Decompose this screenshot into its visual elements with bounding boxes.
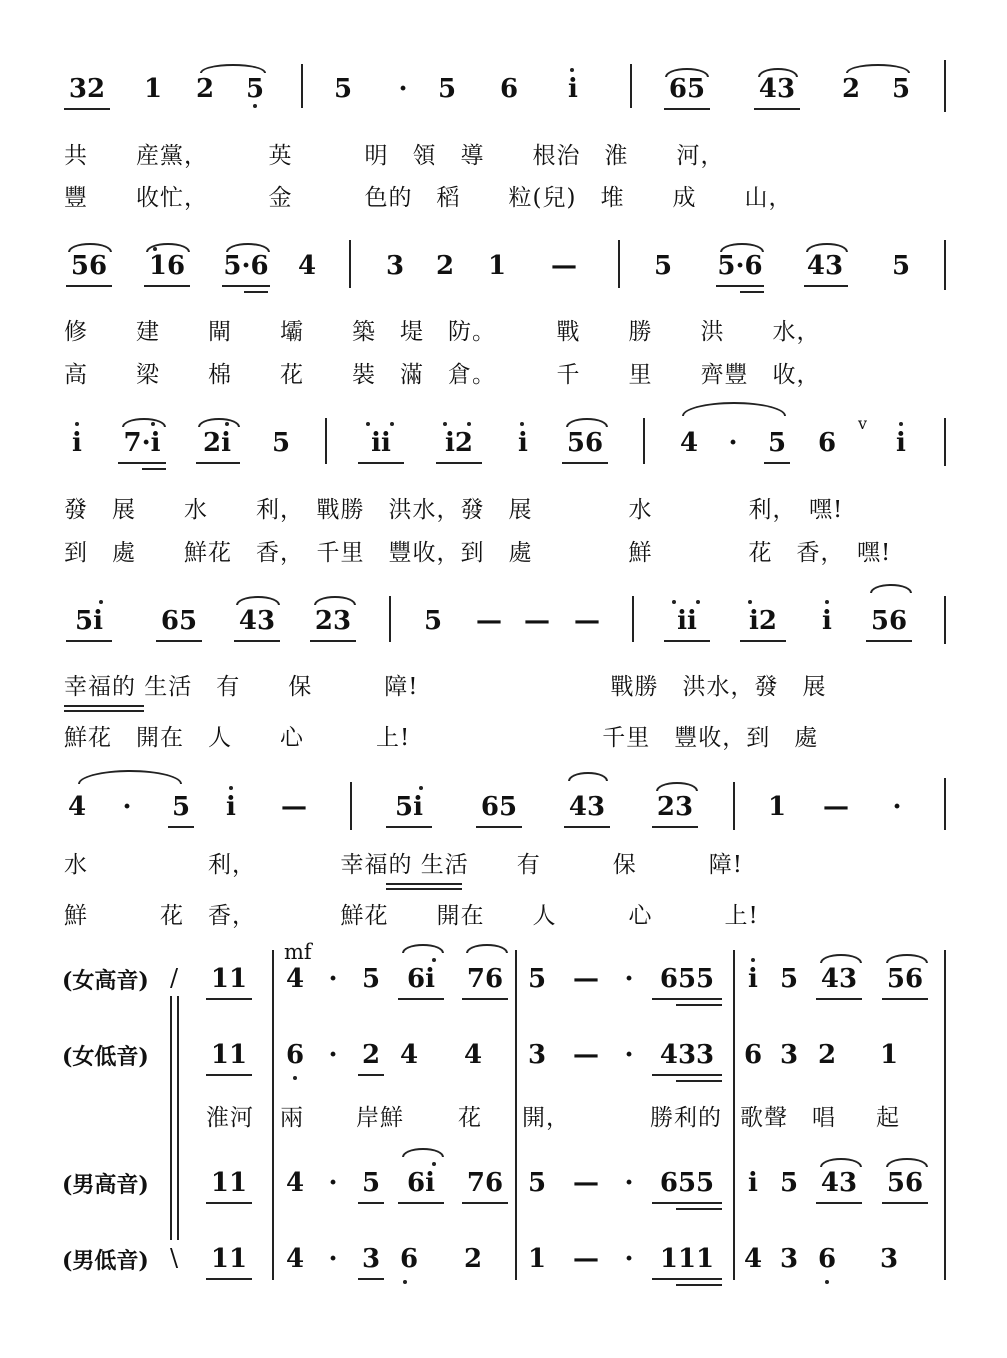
note: · bbox=[328, 964, 338, 994]
lyric-word: 起 bbox=[876, 1105, 900, 1131]
note: 2 bbox=[817, 1040, 837, 1070]
note: · bbox=[328, 1168, 338, 1198]
lyric-verse-1: 共 産黨， 英 明 領 導 根治 淮 河， bbox=[64, 143, 725, 169]
note: i bbox=[226, 792, 236, 822]
barline bbox=[301, 64, 303, 108]
note: 43 bbox=[820, 1168, 858, 1198]
lyric-verse-1: 幸福的 生活 有 保 障! 戰勝 洪水，發 展 bbox=[64, 674, 827, 700]
part-name-bass: (男低音) bbox=[62, 1248, 149, 1274]
note: 6 bbox=[743, 1040, 763, 1070]
lyric-word: 開， bbox=[522, 1105, 570, 1131]
lyric-verse-2: 高 梁 棉 花 裝 滿 倉。 千 里 齊豐 收， bbox=[64, 362, 821, 388]
note: 43 bbox=[820, 964, 858, 994]
note: 4 bbox=[743, 1244, 763, 1274]
note: 2i bbox=[203, 428, 231, 458]
note: 5 bbox=[653, 251, 673, 281]
note: 4 bbox=[463, 1040, 483, 1070]
barline bbox=[733, 782, 735, 830]
note: i bbox=[896, 428, 906, 458]
note: i bbox=[748, 964, 758, 994]
barline bbox=[389, 596, 391, 642]
note: 5·6 bbox=[717, 251, 763, 281]
note: ii bbox=[677, 606, 697, 636]
note: 5 bbox=[423, 606, 443, 636]
barline bbox=[272, 950, 274, 1280]
lyric-verse-2: 到 處 鮮花 香， 千里 豐收，到 處 鮮 花 香， 嘿! bbox=[64, 540, 892, 566]
barline bbox=[618, 240, 620, 288]
note: 655 bbox=[659, 964, 715, 994]
note: 2 bbox=[361, 1040, 381, 1070]
note: 56 bbox=[70, 251, 108, 281]
note: 43 bbox=[568, 792, 606, 822]
note: 111 bbox=[659, 1244, 715, 1274]
note: 32 bbox=[68, 74, 106, 104]
note: 76 bbox=[466, 1168, 504, 1198]
note: · bbox=[122, 792, 132, 822]
note: i2 bbox=[445, 428, 473, 458]
note: — bbox=[574, 606, 600, 636]
barline bbox=[944, 240, 946, 290]
note: 5 bbox=[361, 1168, 381, 1198]
note: 6 bbox=[399, 1244, 419, 1274]
barline bbox=[944, 418, 946, 466]
note: 5 bbox=[891, 74, 911, 104]
pickup: 11 bbox=[210, 1168, 248, 1198]
barline bbox=[630, 64, 632, 108]
note: i2 bbox=[749, 606, 777, 636]
note: · bbox=[398, 74, 408, 104]
note: 3 bbox=[361, 1244, 381, 1274]
lyric-word: 唱 bbox=[812, 1105, 836, 1131]
note: i bbox=[822, 606, 832, 636]
note: · bbox=[328, 1040, 338, 1070]
note: 3 bbox=[779, 1244, 799, 1274]
note: 4 bbox=[67, 792, 87, 822]
note: 5 bbox=[333, 74, 353, 104]
note: 5 bbox=[779, 1168, 799, 1198]
note: 433 bbox=[659, 1040, 715, 1070]
note: 43 bbox=[238, 606, 276, 636]
note: · bbox=[328, 1244, 338, 1274]
part-name-soprano: (女高音) bbox=[62, 968, 149, 994]
barline bbox=[944, 596, 946, 644]
note: 1 bbox=[143, 74, 163, 104]
note: 6 bbox=[499, 74, 519, 104]
note: 5 bbox=[361, 964, 381, 994]
note: 5 bbox=[527, 1168, 547, 1198]
alto-notes bbox=[0, 1040, 1007, 1080]
pickup: 11 bbox=[210, 1244, 248, 1274]
barline bbox=[515, 950, 517, 1280]
note: 4 bbox=[679, 428, 699, 458]
note: 4 bbox=[285, 964, 305, 994]
note: · bbox=[624, 1168, 634, 1198]
note: — bbox=[573, 1168, 599, 1198]
note: · bbox=[624, 964, 634, 994]
note: i bbox=[748, 1168, 758, 1198]
barline bbox=[325, 418, 327, 464]
note: 5 bbox=[891, 251, 911, 281]
pickup: 11 bbox=[210, 964, 248, 994]
note: 5 bbox=[767, 428, 787, 458]
bracket-top: / bbox=[170, 964, 179, 992]
note: 43 bbox=[806, 251, 844, 281]
barline bbox=[944, 60, 946, 112]
note: · bbox=[624, 1244, 634, 1274]
bracket-bottom: \ bbox=[170, 1244, 179, 1272]
barline bbox=[944, 950, 946, 1280]
note: 4 bbox=[285, 1244, 305, 1274]
note: 4 bbox=[297, 251, 317, 281]
note: 6i bbox=[407, 964, 435, 994]
note: — bbox=[823, 792, 849, 822]
note: 56 bbox=[566, 428, 604, 458]
note: 5 bbox=[527, 964, 547, 994]
note: 5i bbox=[75, 606, 103, 636]
lyric-verse-1: 水 利， 幸福的 生活 有 保 障! bbox=[64, 852, 744, 878]
notation-line-4 bbox=[0, 606, 1007, 646]
note: 76 bbox=[466, 964, 504, 994]
barline bbox=[944, 778, 946, 830]
note: · bbox=[728, 428, 738, 458]
note: 16 bbox=[148, 251, 186, 281]
note: 655 bbox=[659, 1168, 715, 1198]
barline bbox=[643, 418, 645, 464]
lyric-verse-1: 修 建 閘 壩 築 堤 防。 戰 勝 洪 水， bbox=[64, 319, 821, 345]
note: 1 bbox=[879, 1040, 899, 1070]
part-name-alto: (女低音) bbox=[62, 1044, 149, 1070]
pickup: 11 bbox=[210, 1040, 248, 1070]
note: 1 bbox=[527, 1244, 547, 1274]
lyric-verse-2: 豐 收忙， 金 色的 稻 粒(兒) 堆 成 山， bbox=[64, 185, 793, 211]
barline bbox=[350, 782, 352, 830]
note: 2 bbox=[841, 74, 861, 104]
note: 5 bbox=[171, 792, 191, 822]
note: 1 bbox=[487, 251, 507, 281]
note: 43 bbox=[758, 74, 796, 104]
note: 5·6 bbox=[223, 251, 269, 281]
note: · bbox=[892, 792, 902, 822]
lyric-word: 花 bbox=[458, 1105, 482, 1131]
note: ii bbox=[371, 428, 391, 458]
note: 4 bbox=[399, 1040, 419, 1070]
note: 6 bbox=[817, 428, 837, 458]
note: i bbox=[568, 74, 578, 104]
dynamic-marking: mf bbox=[284, 940, 312, 964]
note: i bbox=[72, 428, 82, 458]
note: 6 bbox=[817, 1244, 837, 1274]
note: — bbox=[551, 251, 577, 281]
note: — bbox=[573, 964, 599, 994]
note: 2 bbox=[195, 74, 215, 104]
note: 56 bbox=[886, 1168, 924, 1198]
note: 7·i bbox=[123, 428, 161, 458]
lyric-word: 岸鮮 bbox=[356, 1105, 404, 1131]
note: 3 bbox=[385, 251, 405, 281]
note: 65 bbox=[668, 74, 706, 104]
note: 3 bbox=[879, 1244, 899, 1274]
lyric-word: 兩 bbox=[280, 1105, 304, 1131]
note: 5 bbox=[271, 428, 291, 458]
lyric-verse-2: 鮮 花 香， 鮮花 開在 人 心 上! bbox=[64, 903, 759, 929]
note: 1 bbox=[767, 792, 787, 822]
note: 56 bbox=[870, 606, 908, 636]
note: 5 bbox=[245, 74, 265, 104]
note: — bbox=[476, 606, 502, 636]
bass-notes bbox=[0, 1244, 1007, 1284]
note: 2 bbox=[463, 1244, 483, 1274]
note: 3 bbox=[527, 1040, 547, 1070]
lyric-verse-2: 鮮花 開在 人 心 上! 千里 豐收，到 處 bbox=[64, 725, 819, 751]
note: — bbox=[524, 606, 550, 636]
part-name-tenor: (男高音) bbox=[62, 1172, 149, 1198]
note: — bbox=[281, 792, 307, 822]
note: · bbox=[624, 1040, 634, 1070]
note: 6i bbox=[407, 1168, 435, 1198]
note: 4 bbox=[285, 1168, 305, 1198]
note: 5 bbox=[437, 74, 457, 104]
note: i bbox=[518, 428, 528, 458]
note: 2 bbox=[435, 251, 455, 281]
barline bbox=[733, 950, 735, 1280]
lyric-word: 淮河 bbox=[206, 1105, 254, 1131]
barline bbox=[632, 596, 634, 642]
notation-line-1 bbox=[0, 74, 1007, 114]
lyric-word: 歌聲 bbox=[740, 1105, 788, 1131]
lyric-verse-1: 發 展 水 利， 戰勝 洪水，發 展 水 利， 嘿! bbox=[64, 497, 844, 523]
note: 56 bbox=[886, 964, 924, 994]
breath-mark: v bbox=[858, 414, 868, 433]
barline bbox=[349, 240, 351, 288]
note: 3 bbox=[779, 1040, 799, 1070]
note: 23 bbox=[314, 606, 352, 636]
note: 6 bbox=[285, 1040, 305, 1070]
note: 5 bbox=[779, 964, 799, 994]
note: 5i bbox=[395, 792, 423, 822]
note: — bbox=[573, 1244, 599, 1274]
lyric-word: 勝利的 bbox=[650, 1105, 722, 1131]
note: — bbox=[573, 1040, 599, 1070]
note: 65 bbox=[480, 792, 518, 822]
note: 65 bbox=[160, 606, 198, 636]
note: 23 bbox=[656, 792, 694, 822]
